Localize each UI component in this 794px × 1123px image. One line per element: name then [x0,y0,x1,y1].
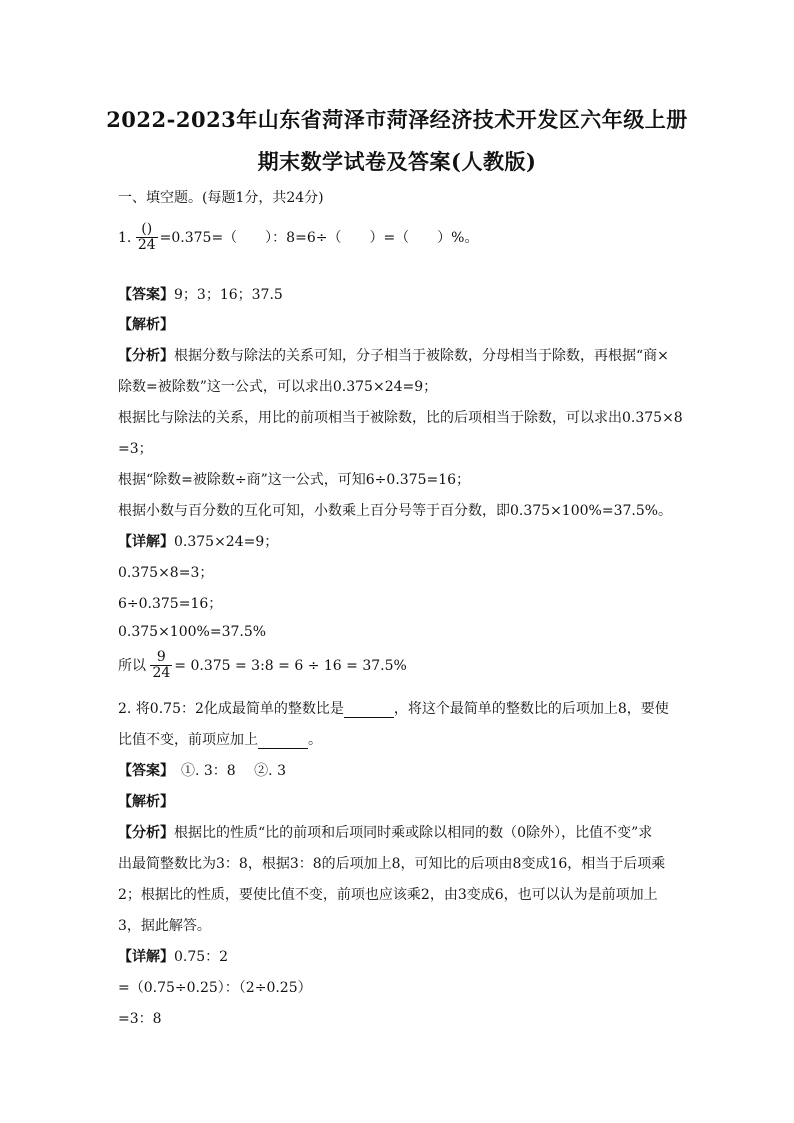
detail-line: 0.375×100%=37.5% [118,624,267,640]
answer-tag: 【答案】 [118,287,174,303]
question-text: 2. 将0.75：2化成最简单的整数比是 [118,701,344,717]
answer-tag: 【答案】 [118,763,167,779]
question-2-line1 [118,698,678,718]
fraction-numerator: () [136,222,158,238]
fraction-denominator: 24 [152,665,171,682]
question-text: 。 [308,732,322,748]
analysis-line: 根据比与除法的关系，用比的前项相当于被除数，比的后项相当于除数，可以求出0.375×8 [118,410,683,426]
document-title-line1: 2022-2023年山东省菏泽市菏泽经济技术开发区六年级上册 [106,107,688,132]
analysis-line: 除数=被除数”这一公式，可以求出0.375×24=9； [118,379,438,395]
fraction-numerator: 9 [150,650,172,666]
detail-text: 0.375×24=9； [174,534,279,550]
analysis-line: 出最简整数比为3：8，根据3：8的后项加上8，可知比的后项由8变成16，相当于后项乘 [118,856,666,872]
analysis-line: 根据小数与百分数的互化可知，小数乘上百分号等于百分数，即0.375×100%=37.5%。 [118,503,673,519]
answer-blank [258,734,308,749]
document-title-line2: 期末数学试卷及答案(人教版) [257,149,537,174]
detail-line [118,531,678,551]
question-text: ，将这个最简单的整数比的后项加上8，要使 [393,701,669,717]
final-equation-text: = 0.375 = 3:8 = 6 ÷ 16 = 37.5% [174,657,407,674]
detail-line: 0.375×8=3； [118,565,214,581]
answer-blank [344,703,394,718]
final-prefix: 所以 [118,657,146,674]
detail-line: =3：8 [118,1011,162,1027]
analysis-line: 根据“除数=被除数÷商”这一公式，可知6÷0.375=16； [118,472,471,488]
answer-line [118,284,678,304]
analysis-tag: 【解析】 [118,317,174,333]
detail-line [118,946,678,966]
detail-text: 0.75：2 [174,949,229,965]
analysis-text: 根据分数与除法的关系可知，分子相当于被除数，分母相当于除数，再根据“商× [174,348,669,364]
analysis-line: 3，据此解答。 [118,918,211,934]
question-1 [118,222,678,254]
analysis-line: =3； [118,441,153,457]
fraction-denominator: 24 [137,237,156,254]
fenxi-tag: 【分析】 [118,825,174,841]
detail-line: =（0.75÷0.25）：（2÷0.25） [118,980,312,996]
fenxi-tag: 【分析】 [118,348,174,364]
fraction-blank-over-24 [136,222,158,254]
detail-line: 6÷0.375=16； [118,596,223,612]
question-text: =0.375=（ ）：8=6÷（ ）=（ ）%。 [159,229,479,246]
fraction-9-over-24 [150,650,172,682]
detail-tag: 【详解】 [118,534,174,550]
analysis-line [118,345,678,365]
answer-text: ①. 3：8 ②. 3 [167,763,286,779]
question-2-line2 [118,729,678,749]
question-number: 1. [118,229,132,246]
final-equation [118,650,678,682]
analysis-text: 根据比的性质“比的前项和后项同时乘或除以相同的数（0除外），比值不变”求 [174,825,653,841]
answer-line [118,760,678,780]
analysis-line: 2；根据比的性质，要使比值不变，前项也应该乘2，由3变成6，也可以认为是前项加上 [118,887,658,903]
analysis-tag: 【解析】 [118,794,174,810]
detail-tag: 【详解】 [118,949,174,965]
answer-text: 9；3；16；37.5 [174,287,283,303]
section-heading: 一、填空题。(每题1分，共24分) [118,190,324,206]
analysis-line [118,822,678,842]
question-text: 比值不变，前项应加上 [118,732,258,748]
